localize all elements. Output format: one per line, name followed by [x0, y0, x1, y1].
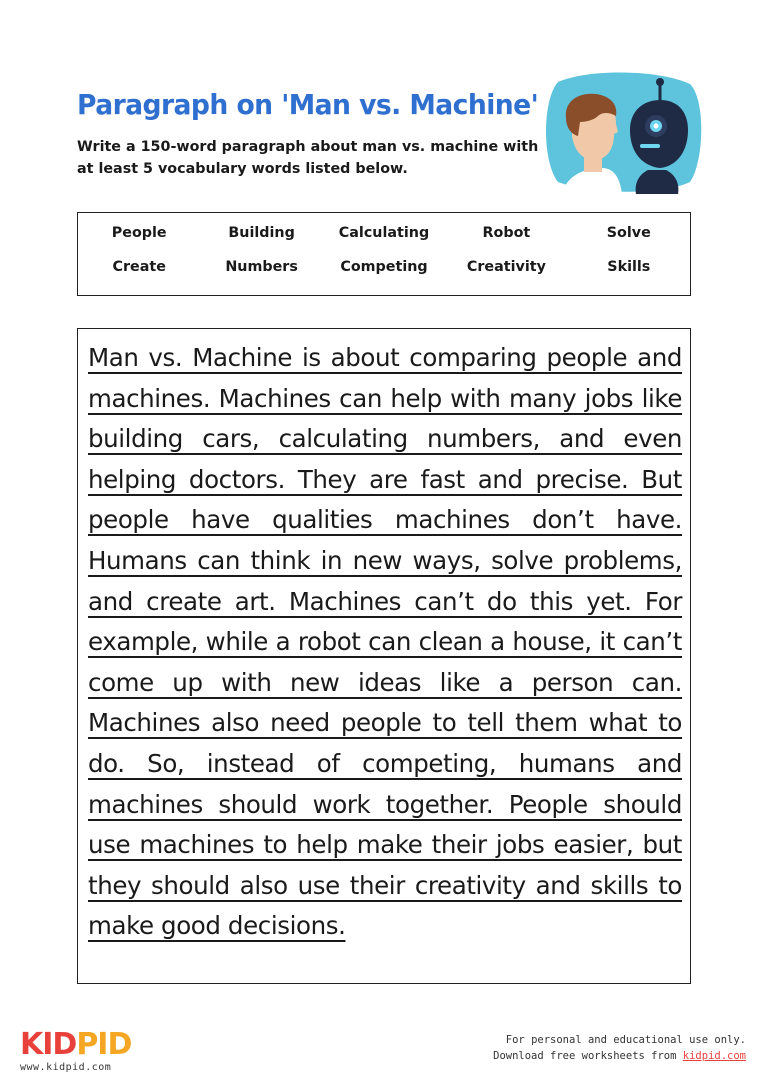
- footer-note: [493, 1032, 746, 1064]
- vocab-word-people: People: [111, 225, 167, 241]
- vocab-word-robot: Robot: [482, 225, 531, 241]
- footer-download-line: [493, 1048, 746, 1064]
- vocab-word-building: Building: [228, 225, 295, 241]
- vocab-word-calculating: Calculating: [338, 225, 430, 241]
- footer-download-prefix: Download free worksheets from: [493, 1050, 683, 1062]
- vocabulary-box: [77, 212, 691, 296]
- vocab-word-skills: Skills: [607, 259, 651, 275]
- paragraph-text: Man vs. Machine is about comparing people and machines. Machines can help with many jobs like building cars, calculating numbers, and even helping doctors. They are fast and precise. But people have qualities machines don’t have. Humans can think in new ways, solve problems, and create art. Machines can’t do this yet. For example, while a robot can clean a house, it can’t come up with new ideas like a person can. Machines also need people to tell them what to do. So, instead of competing, humans and machines should work together. People should use machines to help make their jobs easier, but they should also use their creativity and skills to make good decisions.: [88, 343, 682, 941]
- vocab-word-creativity: Creativity: [466, 259, 546, 275]
- kidpid-link[interactable]: kidpid.com: [682, 1050, 746, 1062]
- vocab-word-numbers: Numbers: [225, 259, 298, 275]
- man-and-robot-face-illustration: [540, 70, 702, 194]
- footer-usage-line: For personal and educational use only.: [505, 1034, 746, 1046]
- paragraph-box: [77, 328, 691, 984]
- kidpid-logo: [20, 1027, 132, 1073]
- page-title: Paragraph on 'Man vs. Machine': [77, 88, 539, 121]
- logo-kid: KID: [20, 1027, 77, 1062]
- vocab-word-create: Create: [112, 259, 166, 275]
- logo-url: www.kidpid.com: [20, 1062, 112, 1073]
- instructions-text: Write a 150-word paragraph about man vs. machine with at least 5 vocabulary words listed below.: [77, 139, 539, 177]
- logo-pid: PID: [76, 1027, 132, 1062]
- vocab-word-solve: Solve: [606, 225, 651, 241]
- logo-wordmark: [20, 1027, 132, 1062]
- vocabulary-grid: [78, 223, 690, 278]
- vocab-word-competing: Competing: [340, 259, 428, 275]
